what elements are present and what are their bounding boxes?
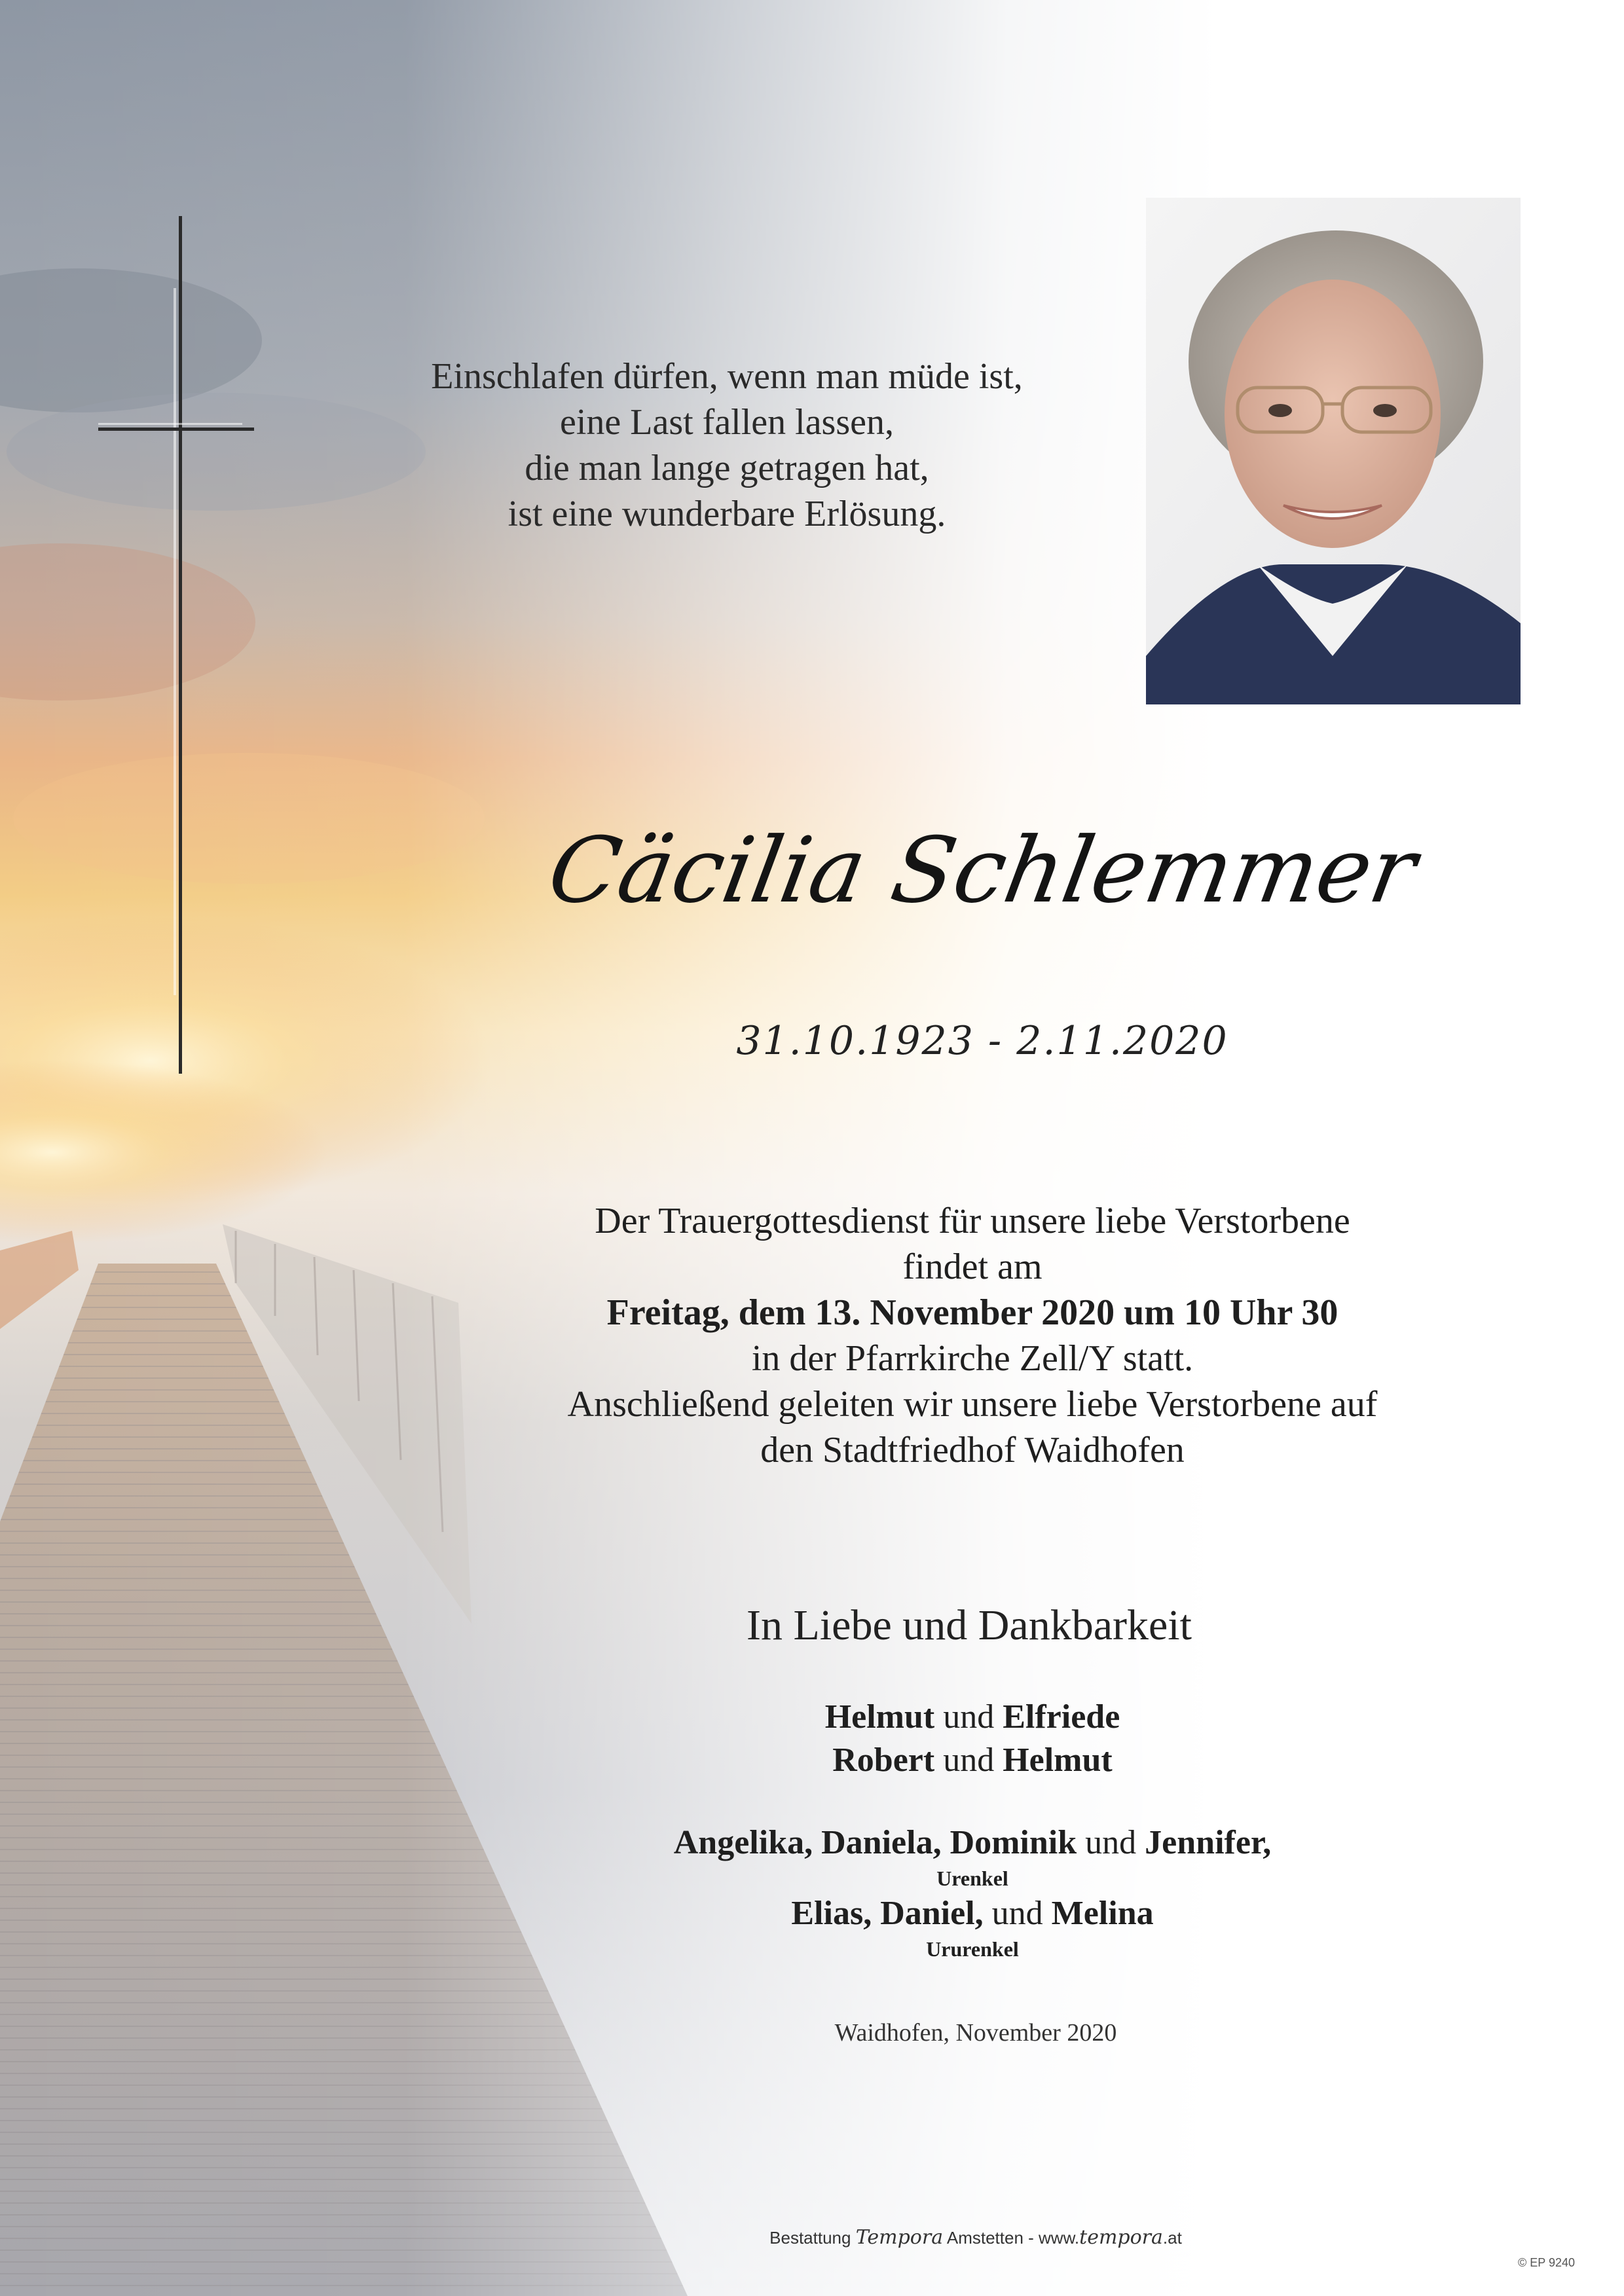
- children-row: [576, 1739, 1369, 1782]
- conjunction: und: [991, 1895, 1043, 1932]
- mourner-names: Elias, Daniel,: [791, 1895, 984, 1932]
- mourner-name: Helmut: [1003, 1741, 1113, 1779]
- cross-highlight: [174, 288, 176, 995]
- footer-domain-brand: tempora: [1079, 2226, 1163, 2249]
- footer-suffix: Amstetten - www.: [946, 2228, 1080, 2248]
- cross-highlight-horizontal: [98, 423, 242, 425]
- print-code: © EP 9240: [1518, 2256, 1575, 2269]
- conjunction: und: [943, 1741, 995, 1779]
- service-line: den Stadtfriedhof Waidhofen: [760, 1430, 1185, 1470]
- great-grandchildren-row: [576, 1892, 1369, 1935]
- children-row: [576, 1696, 1369, 1739]
- mourner-names: Angelika, Daniela, Dominik: [673, 1824, 1077, 1861]
- service-line: Der Trauergottesdienst für unsere liebe Verstorbene: [595, 1201, 1350, 1241]
- portrait-photo: [1146, 198, 1521, 704]
- funeral-home-brand: Tempora: [855, 2226, 944, 2249]
- funeral-home-footer: [642, 2226, 1310, 2250]
- relation-label: Urenkel: [936, 1867, 1008, 1890]
- funeral-service-info: [511, 1198, 1434, 1473]
- cross-vertical-bar: [179, 216, 182, 1074]
- service-line: Anschließend geleiten wir unsere liebe Verstorbene auf: [567, 1384, 1378, 1425]
- conjunction: und: [1085, 1824, 1137, 1861]
- mourner-name: Elfriede: [1003, 1698, 1120, 1736]
- poem-line: ist eine wunderbare Erlösung.: [507, 494, 946, 534]
- mourners-list: [576, 1696, 1369, 1963]
- conjunction: und: [943, 1698, 995, 1736]
- poem-line: die man lange getragen hat,: [525, 448, 929, 488]
- mourner-name: Melina: [1051, 1895, 1154, 1932]
- footer-prefix: Bestattung: [769, 2228, 851, 2248]
- cross-horizontal-bar: [98, 428, 254, 431]
- footer-domain-tld: .at: [1162, 2228, 1182, 2248]
- poem-line: eine Last fallen lassen,: [559, 402, 894, 443]
- mourner-name: Jennifer,: [1145, 1824, 1272, 1861]
- service-date-time: Freitag, dem 13. November 2020 um 10 Uhr 30: [606, 1292, 1338, 1333]
- poem-line: Einschlafen dürfen, wenn man müde ist,: [431, 356, 1023, 397]
- life-dates: 31.10.1923 - 2.11.2020: [736, 1018, 1228, 1064]
- place-and-date: Waidhofen, November 2020: [834, 2019, 1117, 2047]
- grandchildren-row: [576, 1821, 1369, 1865]
- relation-label: Ururenkel: [926, 1937, 1019, 1961]
- service-line: in der Pfarrkirche Zell/Y statt.: [751, 1338, 1194, 1379]
- mourners-heading: In Liebe und Dankbarkeit: [747, 1601, 1192, 1649]
- mourner-name: Robert: [832, 1741, 935, 1779]
- deceased-name: Cäcilia Schlemmer: [541, 818, 1424, 923]
- memorial-poem: [367, 354, 1087, 537]
- mourner-name: Helmut: [824, 1698, 935, 1736]
- service-line: findet am: [902, 1247, 1043, 1287]
